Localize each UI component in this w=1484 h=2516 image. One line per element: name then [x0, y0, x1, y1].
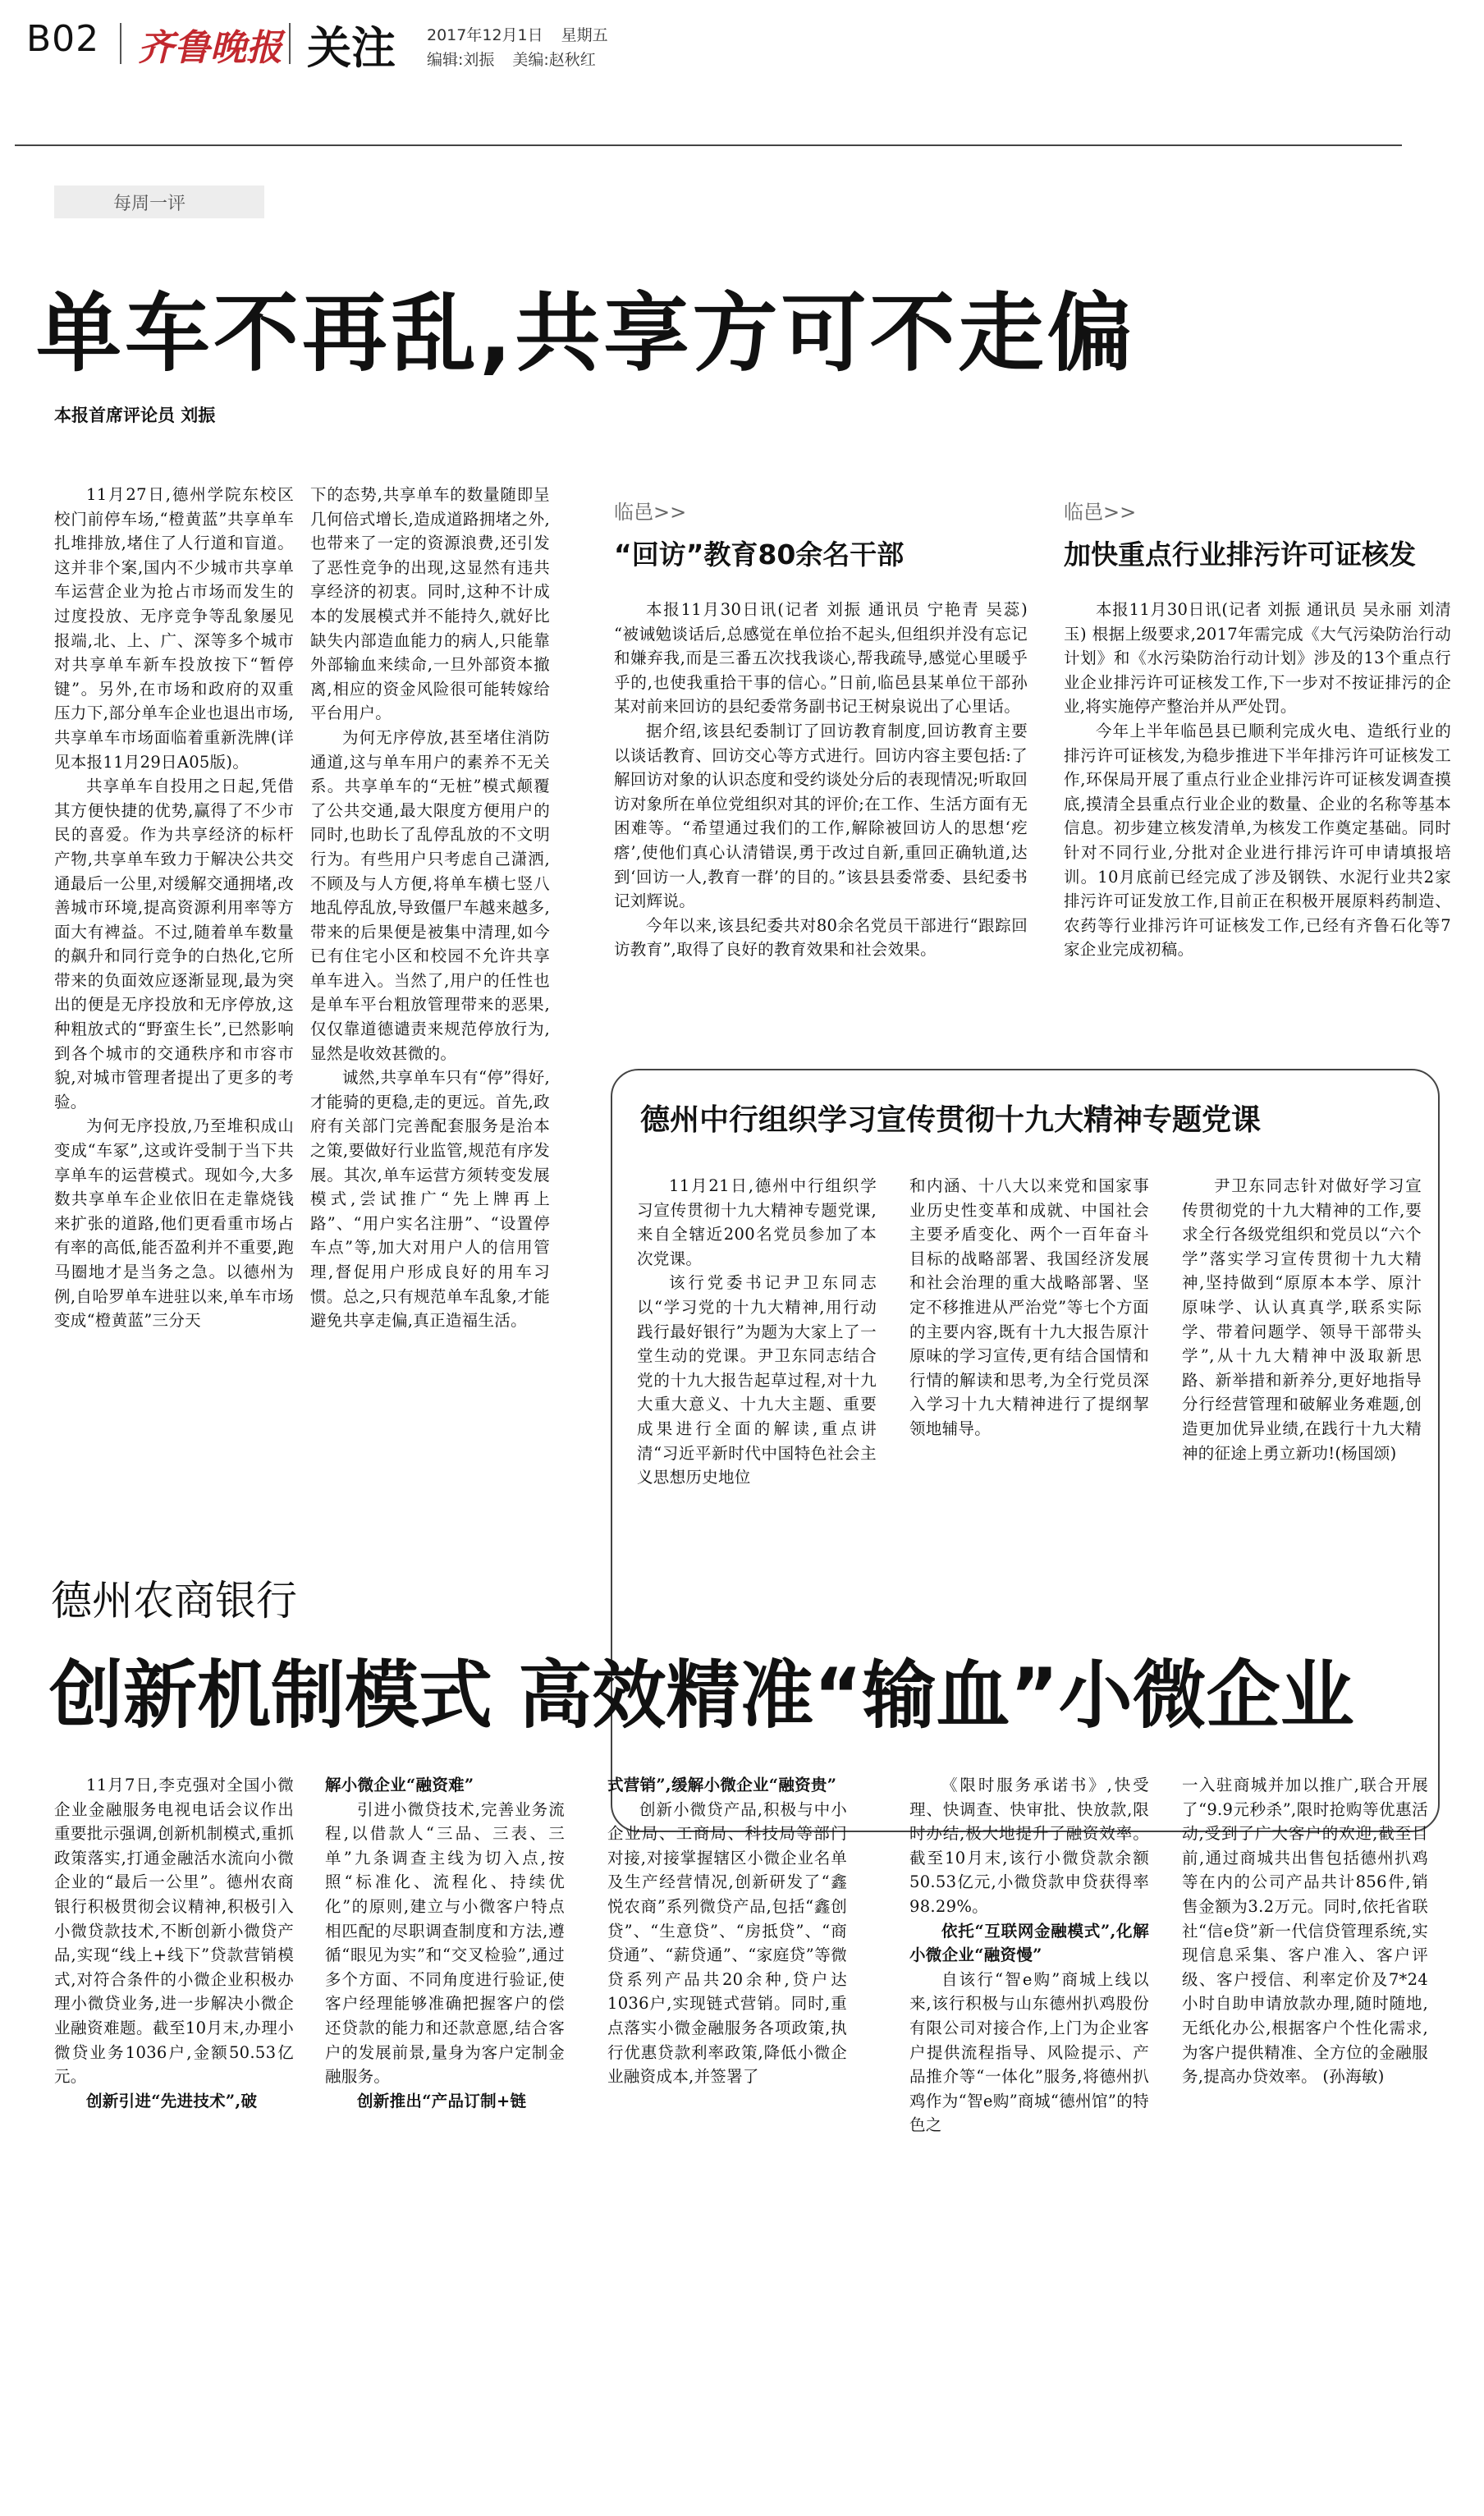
commentary-column-2 [310, 483, 550, 1333]
bank-column-5 [1182, 1773, 1428, 2089]
editor-credit: 编辑:刘振 [427, 51, 495, 69]
news-a-section: 临邑>> [614, 501, 687, 524]
designer-credit: 美编:赵秋红 [512, 51, 596, 69]
issue-date: 2017年12月1日 [427, 26, 543, 44]
paragraph: 《限时服务承诺书》,快受理、快调查、快审批、快放款,限时办结,极大地提升了融资效率。截至10月末,该行小微贷款余额50.53亿元,小微贷款申贷获得率98.29%。 [909, 1776, 1149, 1916]
news-b-body [1064, 598, 1451, 962]
paragraph: 尹卫东同志针对做好学习宣传贯彻党的十九大精神的工作,要求全行各级党组织和党员以“六个学”落实学习宣传贯彻十九大精神,坚持做到“原原本本学、原汁原味学、认认真真学,联系实际学、带着问题学、领导干部带头学”,从十九大精神中汲取新思路、新举措和新养分,更好地指导分行经营管理和破解业务难题,创造更加优异业绩,在践行十九大精神的征途上勇立新功!(杨国颂) [1182, 1176, 1422, 1463]
bank-column-4 [909, 1773, 1149, 2138]
section-name: 关注 [307, 22, 396, 74]
commentary-column-1 [54, 483, 294, 1333]
header-rule [15, 144, 1402, 146]
paragraph: 11月21日,德州中行组织学习宣传贯彻十九大精神专题党课,来自全辖近200名党员参加了本次党课。 [637, 1176, 877, 1268]
subheading: 解小微企业“融资难” [325, 1776, 474, 1794]
paragraph: 今年上半年临邑县已顺利完成火电、造纸行业的排污许可证核发,为稳步推进下半年排污许可证核发工作,环保局开展了重点行业企业排污许可证核发调查摸底,摸清全县重点行业企业的数量、企业的名称等基本信息。初步建立核发清单,为核发工作奠定基础。同时针对不同行业,分批对企业进行排污许可申请填报培训。10月底前已经完成了涉及钢铁、水泥行业共2家排污许可证发放工作,目前正在积极开展原料药制造、农药等行业排污许可证核发工作,已经有齐鲁石化等7家企业完成初稿。 [1064, 721, 1451, 960]
paragraph: 诚然,共享单车只有“停”得好,才能骑的更稳,走的更远。首先,政府有关部门完善配套服务是治本之策,要做好行业监管,规范有序发展。其次,单车运营方须转变发展模式,尝试推广“先上牌再上路”、“用户实名注册”、“设置停车点”等,加大对用户人的信用管理,督促用户形成良好的用车习惯。总之,只有规范单车乱象,才能避免共享走偏,真正造福生活。 [310, 1068, 550, 1331]
party-lesson-title: 德州中行组织学习宣传贯彻十九大精神专题党课 [640, 1103, 1262, 1137]
paragraph: 本报11月30日讯(记者 刘振 通讯员 吴永丽 刘清玉) 根据上级要求,2017年需完成《大气污染防治行动计划》和《水污染防治行动计划》涉及的13个重点行业企业排污许可证核发工作,下一步对不按证排污的企业,将实施停产整治并从严处罚。 [1064, 600, 1451, 717]
commentary-headline: 单车不再乱,共享方可不走偏 [36, 283, 1136, 383]
paragraph: 该行党委书记尹卫东同志以“学习党的十九大精神,用行动践行最好银行”为题为大家上了一堂生动的党课。尹卫东同志结合党的十九大报告起草过程,对十九大重大意义、十九大主题、重要成果进行全面的解读,重点讲清“习近平新时代中国特色社会主义思想历史地位 [637, 1273, 877, 1487]
news-b-title: 加快重点行业排污许可证核发 [1064, 538, 1416, 571]
news-a-title: “回访”教育80余名干部 [614, 538, 905, 571]
header-divider [289, 23, 291, 64]
news-b-section: 临邑>> [1064, 501, 1137, 524]
masthead-logo: 齐鲁晚报 [138, 27, 282, 69]
paragraph: 下的态势,共享单车的数量随即呈几何倍式增长,造成道路拥堵之外,也带来了一定的资源浪费,还引发了恶性竞争的出现,这显然有违共享经济的初衷。同时,这种不计成本的发展模式并不能持久,就好比缺失内部造血能力的病人,只能靠外部输血来续命,一旦外部资本撤离,相应的资金风险很可能转嫁给平台用户。 [310, 485, 550, 723]
news-a-body [614, 598, 1028, 962]
paragraph: 11月7日,李克强对全国小微企业金融服务电视电话会议作出重要批示强调,创新机制模式,重抓政策落实,打通金融活水流向小微企业的“最后一公里”。德州农商银行积极贯彻会议精神,积极引入小微贷款技术,不断创新小微贷产品,实现“线上+线下”贷款营销模式,对符合条件的小微企业积极办理小微贷业务,进一步解决小微企业融资难题。截至10月末,办理小微贷业务1036户,金额50.53亿元。 [54, 1776, 294, 2087]
paragraph: 共享单车自投用之日起,凭借其方便快捷的优势,赢得了不少市民的喜爱。作为共享经济的标杆产物,共享单车致力于解决公共交通最后一公里,对缓解交通拥堵,改善城市环境,提高资源利用率等方面大有裨益。不过,随着单车数量的飙升和同行竞争的白热化,它所带来的负面效应逐渐显现,最为突出的便是无序投放和无序停放,这种粗放式的“野蛮生长”,已然影响到各个城市的交通秩序和市容市貌,对城市管理者提出了更多的考验。 [54, 777, 294, 1111]
paragraph: 引进小微贷技术,完善业务流程,以借款人“三品、三表、三单”九条调查主线为切入点,按照“标准化、流程化、持续优化”的原则,建立与小微客户特点相匹配的尽职调查制度和方法,遵循“眼见为实”和“交叉检验”,通过多个方面、不同角度进行验证,使客户经理能够准确把握客户的偿还贷款的能力和还款意愿,结合客户的发展前景,量身为客户定制金融服务。 [325, 1799, 565, 2087]
paragraph: 和内涵、十八大以来党和国家事业历史性变革和成就、中国社会主要矛盾变化、两个一百年奋斗目标的战略部署、我国经济发展和社会治理的重大战略部署、坚定不移推进从严治党”等七个方面的主要内容,既有十九大报告原汁原味的学习宣传,更有结合国情和行情的解读和思考,为全行党员深入学习十九大精神进行了提纲挈领地辅导。 [909, 1176, 1149, 1438]
subheading: 创新引进“先进技术”,破 [86, 2091, 258, 2110]
page-number: B02 [26, 18, 100, 60]
party-lesson-column-3 [1182, 1174, 1422, 1465]
paragraph: 一入驻商城并加以推广,联合开展了“9.9元秒杀”,限时抢购等优惠活动,受到了广大客户的欢迎,截至目前,通过商城共出售包括德州扒鸡等在内的公司产品共计856件,销售金额为3.2万元。同时,依托省联社“信e贷”新一代信贷管理系统,实现信息采集、客户准入、客户评级、客户授信、利率定价及7*24小时自助申请放款办理,随时随地,无纸化办公,根据客户个性化需求,为客户提供精准、全方位的金融服务,提高办贷效率。 (孙海敏) [1182, 1776, 1428, 2087]
party-lesson-column-1 [637, 1174, 877, 1490]
party-lesson-column-2 [909, 1174, 1149, 1441]
bank-headline: 创新机制模式 高效精准“输血”小微企业 [49, 1652, 1354, 1739]
column-tag: 每周一评 [54, 186, 264, 218]
bank-column-2 [325, 1773, 565, 2113]
paragraph: 自该行“智e购”商城上线以来,该行积极与山东德州扒鸡股份有限公司对接合作,上门为企业客户提供流程指导、风险提示、产品推介等“一体化”服务,将德州扒鸡作为“智e购”商城“德州馆”的特色之 [909, 1969, 1149, 2135]
bank-name: 德州农商银行 [51, 1577, 297, 1625]
header-divider [120, 23, 121, 64]
subheading: 依托“互联网金融模式”,化解小微企业“融资慢” [909, 1921, 1149, 1965]
commentary-byline: 本报首席评论员 刘振 [54, 406, 216, 425]
subheading: 创新推出“产品订制+链 [357, 2091, 527, 2110]
issue-weekday: 星期五 [561, 26, 608, 44]
paragraph: 据介绍,该县纪委制订了回访教育制度,回访教育主要以谈话教育、回访交心等方式进行。回访内容主要包括:了解回访对象的认识态度和受约谈处分后的表现情况;听取回访对象所在单位党组织对其的评价;在工作、生活方面有无困难等。“希望通过我们的工作,解除被回访人的思想‘疙瘩’,使他们真心认清错误,勇于改过自新,重回正确轨道,达到‘回访一人,教育一群’的目的。”该县县委常委、县纪委书记刘辉说。 [614, 721, 1028, 911]
paragraph: 创新小微贷产品,积极与中小企业局、工商局、科技局等部门对接,对接掌握辖区小微企业名单及生产经营情况,创新研发了“鑫悦农商”系列微贷产品,包括“鑫创贷”、“生意贷”、“房抵贷”、“商贷通”、“薪贷通”、“家庭贷”等微贷系列产品共20余种,贷户达1036户,实现链式营销。同时,重点落实小微金融服务各项政策,执行优惠贷款利率政策,降低小微企业融资成本,并签署了 [607, 1799, 847, 2087]
bank-column-3 [607, 1773, 847, 2089]
header-meta [427, 23, 626, 72]
paragraph: 为何无序停放,甚至堵住消防通道,这与单车用户的素养不无关系。共享单车的“无桩”模式颠覆了公共交通,最大限度方便用户的同时,也助长了乱停乱放的不文明行为。有些用户只考虑自己潇洒,不顾及与人方便,将单车横七竖八地乱停乱放,导致僵尸车越来越多,带来的后果便是被集中清理,如今已有住宅小区和校园不允许共享单车进入。当然了,用户的任性也是单车平台粗放管理带来的恶果,仅仅靠道德谴责来规范停放行为,显然是收效甚微的。 [310, 727, 550, 1063]
paragraph: 11月27日,德州学院东校区校门前停车场,“橙黄蓝”共享单车扎堆排放,堵住了人行道和盲道。这并非个案,国内不少城市共享单车运营企业为抢占市场而发生的过度投放、无序竞争等乱象屡见报端,北、上、广、深等多个城市对共享单车新车投放按下“暂停键”。另外,在市场和政府的双重压力下,部分单车企业也退出市场,共享单车市场面临着重新洗牌(详见本报11月29日A05版)。 [54, 485, 294, 772]
paragraph: 今年以来,该县纪委共对80余名党员干部进行“跟踪回访教育”,取得了良好的教育效果和社会效果。 [614, 915, 1028, 960]
paragraph: 本报11月30日讯(记者 刘振 通讯员 宁艳青 吴蕊) “被诫勉谈话后,总感觉在单位抬不起头,但组织并没有忘记和嫌弃我,而是三番五次找我谈心,帮我疏导,感觉心里暖乎乎的,也使我重拾干事的信心。”日前,临邑县某单位干部孙某对前来回访的县纪委常务副书记王树泉说出了心里话。 [614, 600, 1028, 717]
bank-column-1 [54, 1773, 294, 2113]
subheading: 式营销”,缓解小微企业“融资贵” [607, 1776, 837, 1794]
paragraph: 为何无序投放,乃至堆积成山变成“车冢”,这或许受制于当下共享单车的运营模式。现如今,大多数共享单车企业依旧在走靠烧钱来扩张的道路,他们更看重市场占有率的高低,能否盈利并不重要,跑马圈地才是当务之急。以德州为例,自哈罗单车进驻以来,单车市场变成“橙黄蓝”三分天 [54, 1116, 294, 1331]
